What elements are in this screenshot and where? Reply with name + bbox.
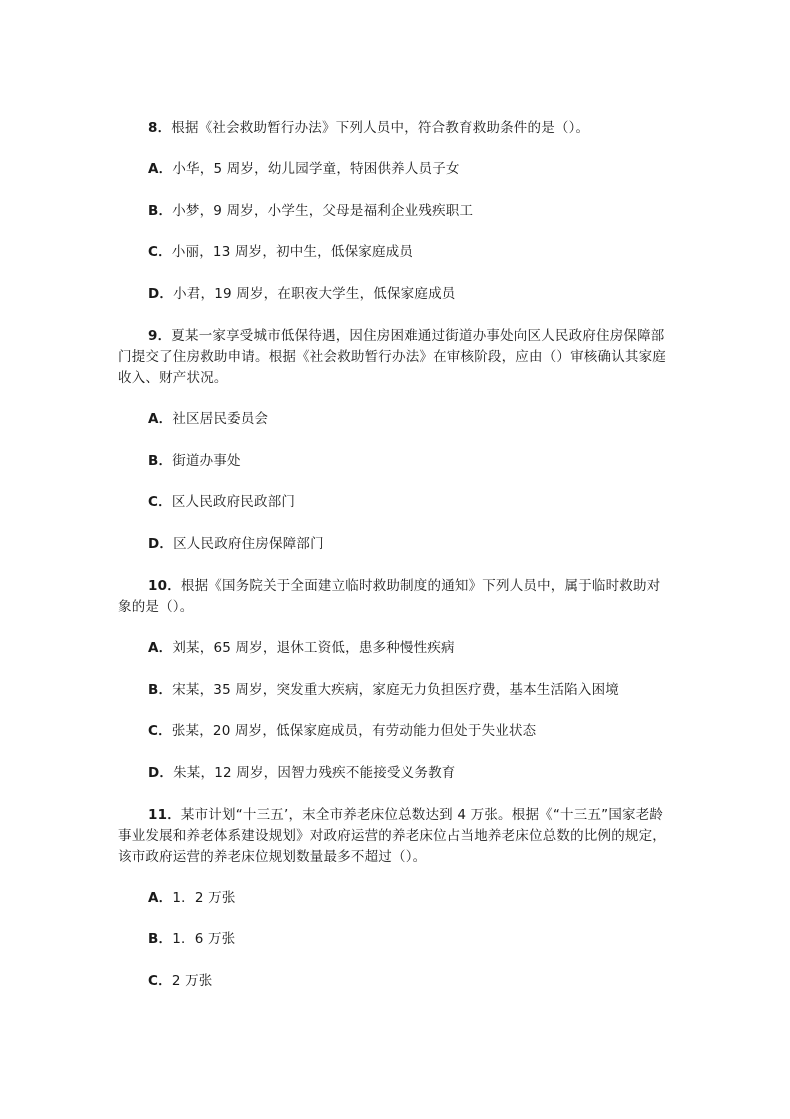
option-text: 2 万张: [171, 973, 213, 989]
question-number: 10: [148, 578, 168, 594]
option-text: 小梦，9 周岁，小学生，父母是福利企业残疾职工: [172, 203, 474, 219]
option-text: 社区居民委员会: [172, 411, 269, 427]
option-label: D: [148, 765, 160, 781]
question-9-stem: 9．夏某一家享受城市低保待遇，因住房困难通过街道办事处向区人民政府住房保障部门提交了住房救助申请。根据《社会救助暂行办法》在审核阶段，应由（）审核确认其家庭收入、财产状况。: [118, 328, 666, 386]
question-text: 夏某一家享受城市低保待遇，因住房困难通过街道办事处向区人民政府住房保障部门提交了住房救助申请。根据《社会救助暂行办法》在审核阶段，应由（）审核确认其家庭收入、财产状况。: [118, 328, 666, 386]
question-9-option-b: B．街道办事处: [148, 453, 241, 469]
option-label: D: [148, 286, 160, 302]
option-label: D: [148, 536, 160, 552]
question-text: 根据《国务院关于全面建立临时救助制度的通知》下列人员中，属于临时救助对象的是（）。: [118, 578, 661, 615]
option-label: B: [148, 453, 159, 469]
question-10-stem: 10．根据《国务院关于全面建立临时救助制度的通知》下列人员中，属于临时救助对象的是（）。: [118, 578, 661, 615]
option-label: A: [148, 161, 159, 177]
option-text: 小君，19 周岁，在职夜大学生，低保家庭成员: [173, 286, 456, 302]
option-text: 街道办事处: [172, 453, 241, 469]
question-number: 8: [148, 120, 158, 136]
question-8-option-c: C．小丽，13 周岁，初中生，低保家庭成员: [148, 244, 414, 260]
option-text: 小华，5 周岁，幼儿园学童，特困供养人员子女: [172, 161, 460, 177]
option-text: 区人民政府住房保障部门: [173, 536, 324, 552]
option-text: 张某，20 周岁，低保家庭成员，有劳动能力但处于失业状态: [171, 723, 537, 739]
question-text: 根据《社会救助暂行办法》下列人员中，符合教育救助条件的是（）。: [171, 120, 590, 136]
option-text: 小丽，13 周岁，初中生，低保家庭成员: [171, 244, 414, 260]
question-8-option-b: B．小梦，9 周岁，小学生，父母是福利企业残疾职工: [148, 203, 474, 219]
question-10-option-b: B．宋某，35 周岁，突发重大疾病，家庭无力负担医疗费，基本生活陷入困境: [148, 682, 619, 698]
option-label: C: [148, 723, 159, 739]
question-8-option-d: D．小君，19 周岁，在职夜大学生，低保家庭成员: [148, 286, 456, 302]
option-text: 1．6 万张: [172, 931, 236, 947]
question-number: 9: [148, 328, 158, 344]
question-10-option-d: D．朱某，12 周岁，因智力残疾不能接受义务教育: [148, 765, 456, 781]
option-label: A: [148, 411, 159, 427]
option-label: C: [148, 494, 159, 510]
option-text: 宋某，35 周岁，突发重大疾病，家庭无力负担医疗费，基本生活陷入困境: [172, 682, 619, 698]
question-9-option-a: A．社区居民委员会: [148, 411, 269, 427]
option-label: C: [148, 244, 159, 260]
option-label: A: [148, 640, 159, 656]
option-label: B: [148, 682, 159, 698]
option-text: 刘某，65 周岁，退休工资低，患多种慢性疾病: [172, 640, 455, 656]
question-number: 11: [148, 807, 168, 823]
question-9-option-d: D．区人民政府住房保障部门: [148, 536, 324, 552]
question-11-option-c: C．2 万张: [148, 973, 213, 989]
option-label: B: [148, 203, 159, 219]
option-text: 1．2 万张: [172, 890, 236, 906]
question-text: 某市计划“十三五’，末全市养老床位总数达到 4 万张。根据《“十三五”国家老龄事业发展和养老体系建设规划》对政府运营的养老床位占当地养老床位总数的比例的规定，该市政府运营的养老床位规划数量最多不超过（）。: [118, 807, 666, 865]
option-label: C: [148, 973, 159, 989]
question-11-stem: 11．某市计划“十三五’，末全市养老床位总数达到 4 万张。根据《“十三五”国家老龄事业发展和养老体系建设规划》对政府运营的养老床位占当地养老床位总数的比例的规定，该市政府运营的养老床位规划数量最多不超过（）。: [118, 807, 666, 865]
question-9-option-c: C．区人民政府民政部门: [148, 494, 296, 510]
option-text: 朱某，12 周岁，因智力残疾不能接受义务教育: [173, 765, 456, 781]
question-11-option-b: B．1．6 万张: [148, 931, 236, 947]
question-8-stem: 8．根据《社会救助暂行办法》下列人员中，符合教育救助条件的是（）。: [148, 120, 590, 136]
option-label: B: [148, 931, 159, 947]
option-text: 区人民政府民政部门: [171, 494, 296, 510]
question-8-option-a: A．小华，5 周岁，幼儿园学童，特困供养人员子女: [148, 161, 460, 177]
question-11-option-a: A．1．2 万张: [148, 890, 236, 906]
question-10-option-a: A．刘某，65 周岁，退休工资低，患多种慢性疾病: [148, 640, 455, 656]
option-label: A: [148, 890, 159, 906]
question-10-option-c: C．张某，20 周岁，低保家庭成员，有劳动能力但处于失业状态: [148, 723, 537, 739]
